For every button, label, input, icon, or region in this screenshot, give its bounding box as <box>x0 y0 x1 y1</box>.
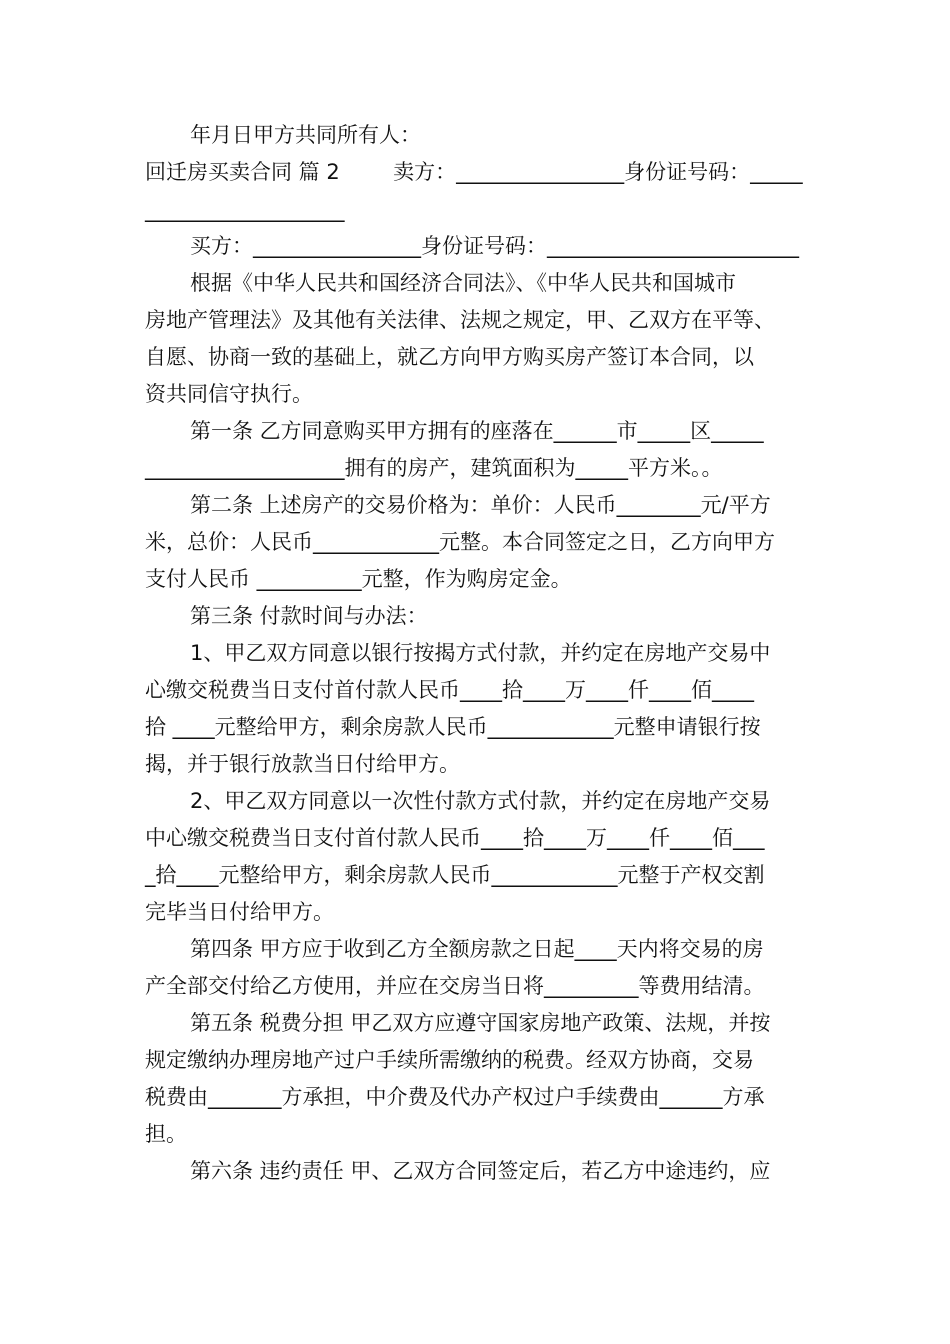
text-line: 揭，并于银行放款当日付给甲方。 <box>145 752 460 776</box>
text-line: 米，总价：人民币____________元整。本合同签定之日，乙方向甲方 <box>145 530 775 554</box>
text-line: 税费由_______方承担，中介费及代办产权过户手续费由______方承 <box>145 1085 765 1109</box>
text-line: 第一条 乙方同意购买甲方拥有的座落在______市_____区_____ <box>190 419 764 443</box>
text-line: 第三条 付款时间与办法： <box>190 604 428 628</box>
text-line: 拾 ____元整给甲方，剩余房款人民币____________元整申请银行按 <box>145 715 761 739</box>
text-line: 支付人民币 __________元整，作为购房定金。 <box>145 567 572 591</box>
text-line: 买方：________________身份证号码：________________________ <box>190 234 799 258</box>
text-line: 1、甲乙双方同意以银行按揭方式付款，并约定在房地产交易中 <box>190 641 771 665</box>
text-line: 根据《中华人民共和国经济合同法》、《中华人民共和国城市 <box>190 271 736 295</box>
text-line: 规定缴纳办理房地产过户手续所需缴纳的税费。经双方协商，交易 <box>145 1048 754 1072</box>
text-line: 中心缴交税费当日支付首付款人民币____拾____万____仟____佰___ <box>145 826 765 850</box>
text-line: 完毕当日付给甲方。 <box>145 900 334 924</box>
text-line: 第四条 甲方应于收到乙方全额房款之日起____天内将交易的房 <box>190 937 764 961</box>
text-line: 第二条 上述房产的交易价格为：单价：人民币________元/平方 <box>190 493 771 517</box>
text-line: 资共同信守执行。 <box>145 382 313 406</box>
text-line: _拾____元整给甲方，剩余房款人民币____________元整于产权交割 <box>145 863 765 887</box>
text-line: 第六条 违约责任 甲、乙双方合同签定后，若乙方中途违约，应 <box>190 1159 771 1183</box>
text-line: 产全部交付给乙方使用，并应在交房当日将_________等费用结清。 <box>145 974 765 998</box>
text-line: 房地产管理法》及其他有关法律、法规之规定，甲、乙双方在平等、 <box>145 308 775 332</box>
text-line: 回迁房买卖合同 篇 2 卖方：________________身份证号码：_____ <box>145 160 803 184</box>
text-line: 心缴交税费当日支付首付款人民币____拾____万____仟____佰____ <box>145 678 754 702</box>
text-line: 2、甲乙双方同意以一次性付款方式付款，并约定在房地产交易 <box>190 789 771 813</box>
text-line: ___________________ <box>145 198 345 222</box>
text-line: 担。 <box>145 1122 187 1146</box>
text-line: 第五条 税费分担 甲乙双方应遵守国家房地产政策、法规，并按 <box>190 1011 771 1035</box>
text-line: ___________________拥有的房产，建筑面积为_____平方米。。 <box>145 456 723 480</box>
text-line: 年月日甲方共同所有人： <box>190 123 421 147</box>
text-line: 自愿、协商一致的基础上，就乙方向甲方购买房产签订本合同，以 <box>145 345 754 369</box>
